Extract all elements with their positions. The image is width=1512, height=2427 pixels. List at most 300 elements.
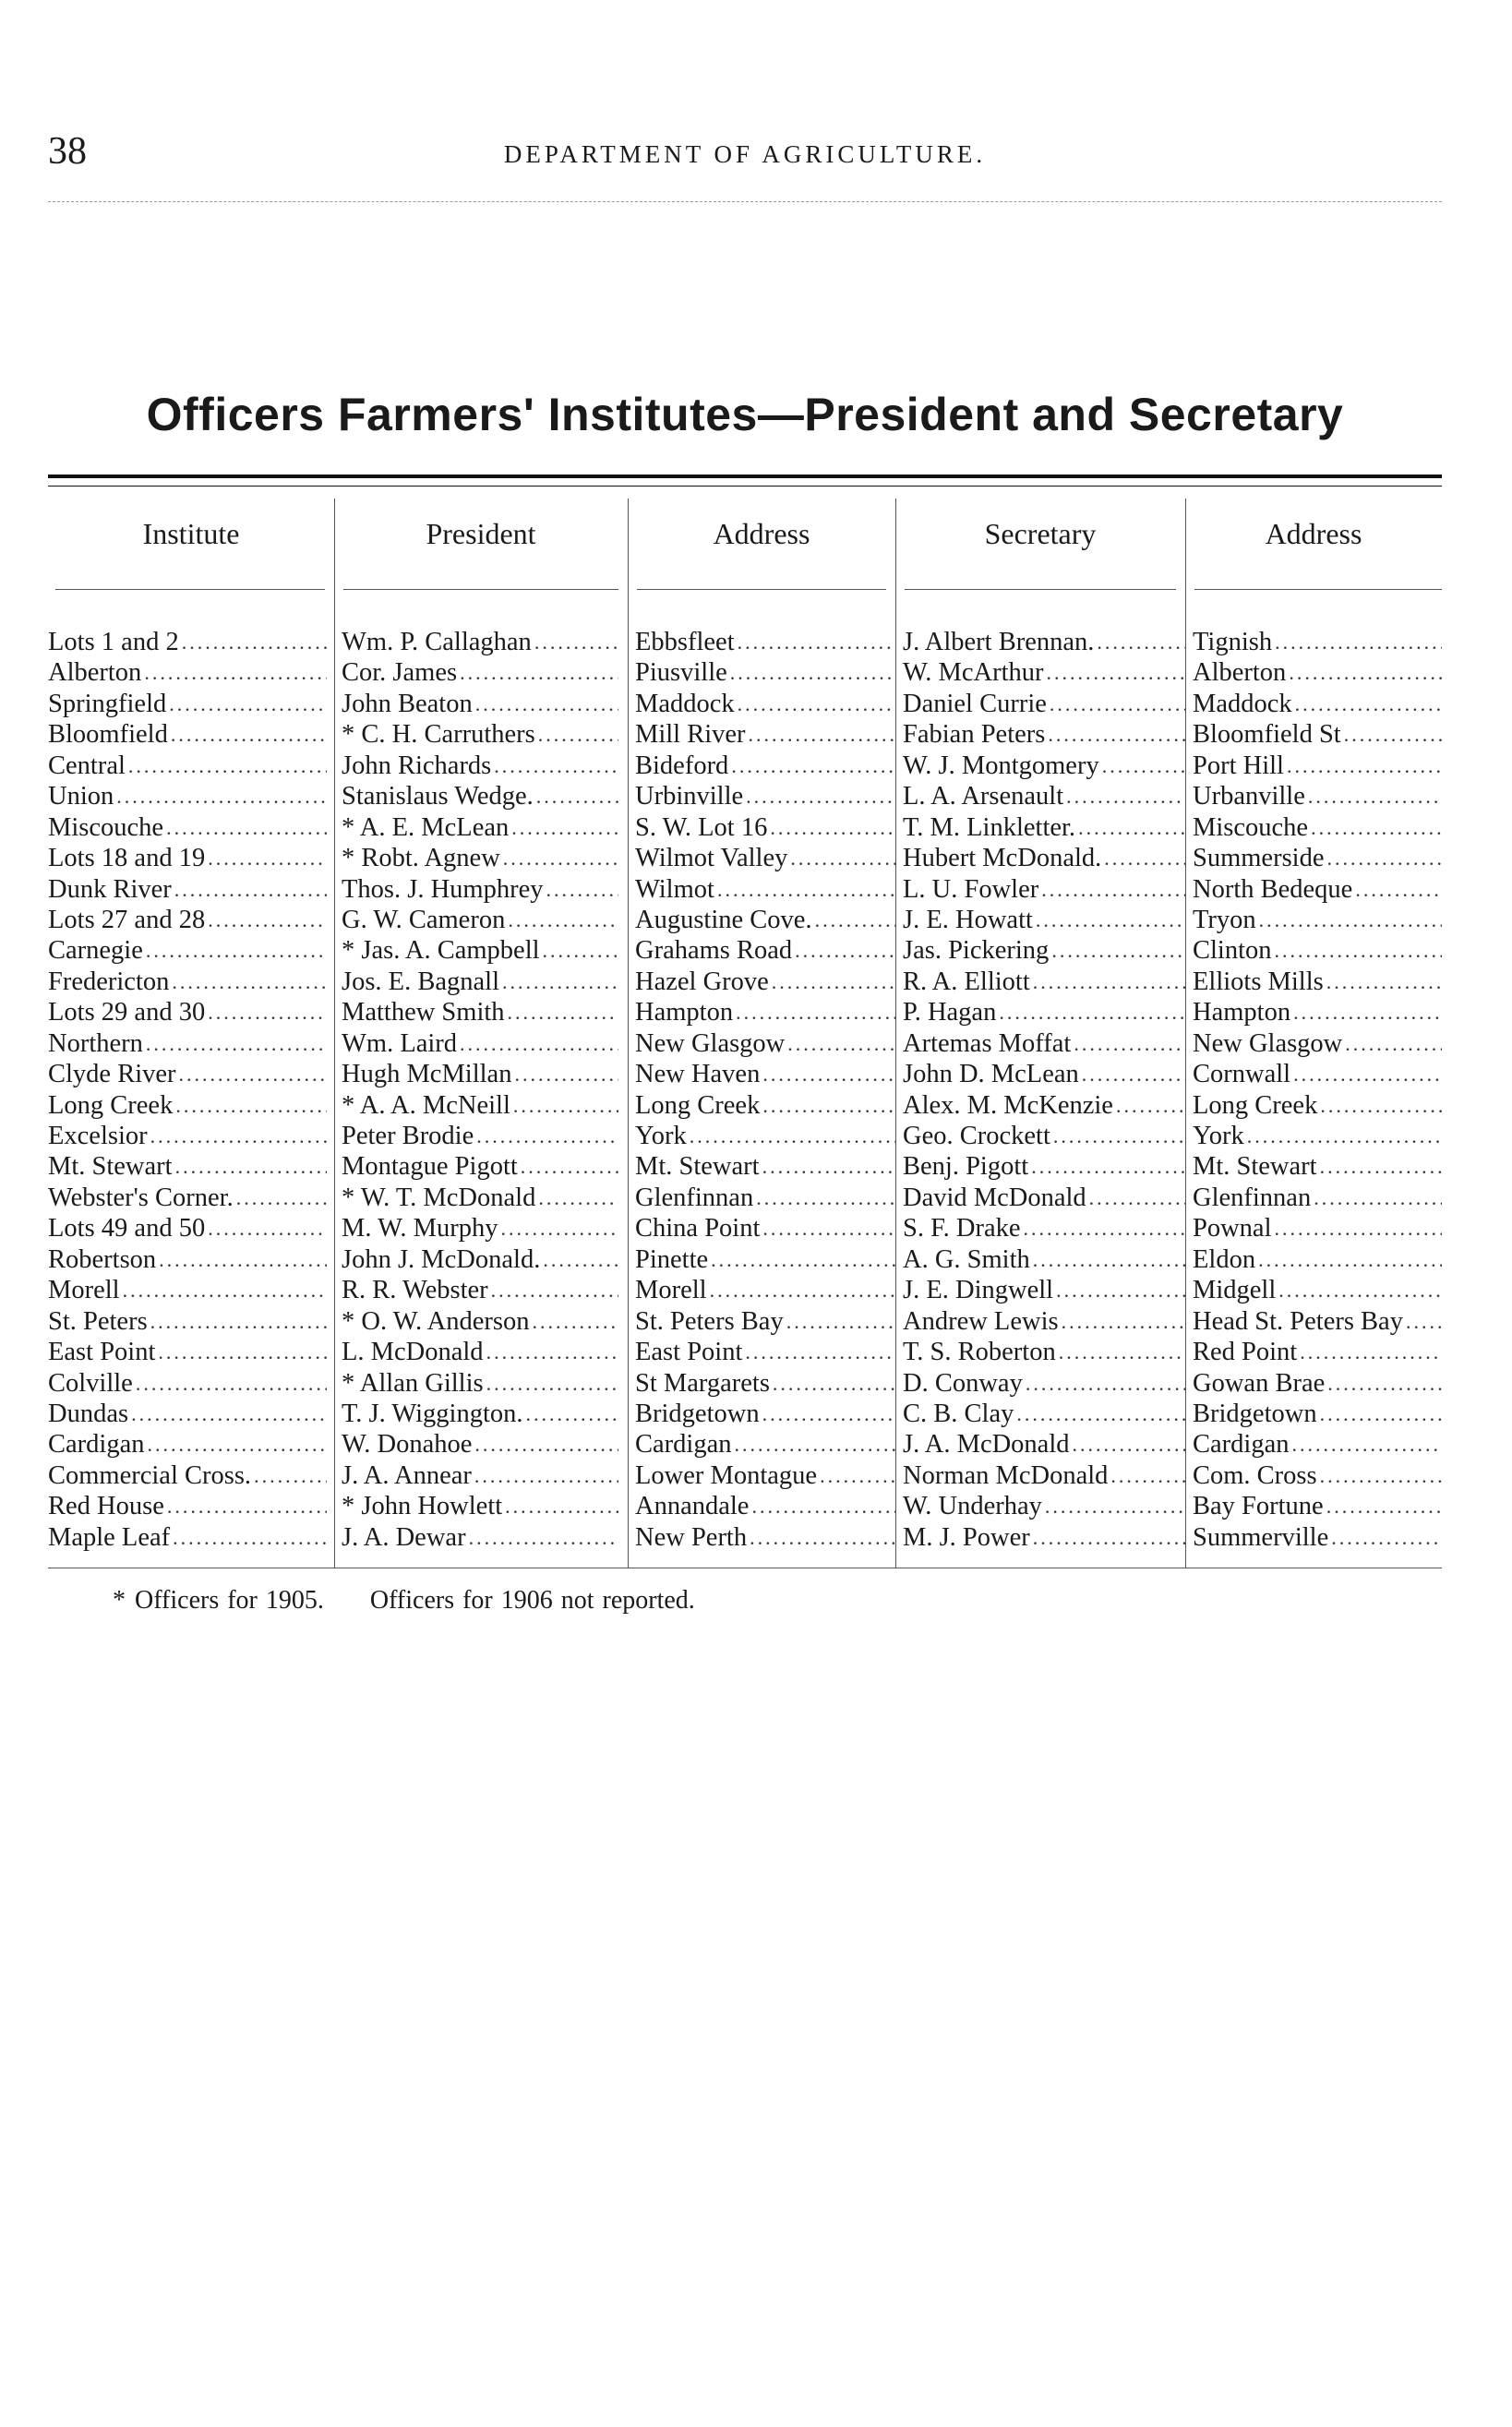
cell-secretary-text: Andrew Lewis <box>903 1306 1059 1336</box>
dot-leader <box>1324 1491 1442 1521</box>
cell-address <box>635 997 895 1027</box>
dot-leader <box>1049 935 1185 966</box>
cell-institute <box>48 1121 327 1151</box>
officers-table-body <box>48 627 1442 1553</box>
cell-institute <box>48 1059 327 1089</box>
header-separator <box>637 589 886 590</box>
cell-president <box>342 843 618 873</box>
dot-leader <box>769 967 895 997</box>
cell-secretary-address <box>1193 1337 1442 1367</box>
table-row <box>48 1275 1442 1305</box>
cell-institute-text: Lots 29 and 30 <box>48 998 206 1027</box>
dot-leader <box>743 781 895 811</box>
cell-secretary-address <box>1193 997 1442 1027</box>
cell-secretary-address-text: Glenfinnan <box>1193 1183 1312 1212</box>
cell-address-text: New Haven <box>635 1060 761 1089</box>
cell-address <box>635 1183 895 1213</box>
cell-president-text: * A. A. McNeill <box>342 1090 510 1120</box>
table-row <box>48 1121 1442 1151</box>
cell-president-text: W. Donahoe <box>342 1430 473 1460</box>
cell-institute-text: Alberton <box>48 658 142 688</box>
dot-leader <box>1030 1522 1185 1553</box>
dot-leader <box>535 719 618 750</box>
cell-president-text: J. A. Dewar <box>342 1522 466 1552</box>
cell-institute-text: Lots 27 and 28 <box>48 905 206 934</box>
cell-address <box>635 1491 895 1521</box>
cell-address-text: New Glasgow <box>635 1028 786 1058</box>
cell-secretary-address <box>1193 627 1442 657</box>
dot-leader <box>179 627 327 657</box>
dot-leader <box>155 1337 327 1367</box>
dot-leader <box>535 1183 618 1213</box>
cell-president <box>342 1090 618 1121</box>
cell-secretary-address <box>1193 1183 1442 1213</box>
dot-leader <box>457 657 618 688</box>
cell-institute <box>48 657 327 688</box>
dot-leader <box>1075 812 1185 843</box>
cell-secretary-address <box>1193 751 1442 781</box>
cell-president <box>342 1151 618 1182</box>
cell-institute-text: Morell <box>48 1276 120 1305</box>
header-rule <box>48 201 1442 202</box>
column-header-secretary: Secretary <box>984 517 1097 550</box>
dot-leader <box>1023 1368 1185 1399</box>
cell-secretary-text: J. Albert Brennan. <box>903 628 1095 656</box>
cell-secretary <box>903 1522 1185 1553</box>
cell-president <box>342 781 618 811</box>
dot-leader <box>817 1460 895 1491</box>
cell-address-text: Maddock <box>635 689 735 718</box>
cell-address-text: Morell <box>635 1276 707 1305</box>
dot-leader <box>540 935 618 966</box>
table-row <box>48 1183 1442 1213</box>
dot-leader <box>1284 751 1442 781</box>
cell-institute <box>48 1337 327 1367</box>
cell-president-text: Wm. Laird <box>342 1028 458 1058</box>
dot-leader <box>148 1121 327 1151</box>
cell-address-text: Mt. Stewart <box>635 1152 760 1182</box>
dot-leader <box>1311 1183 1442 1213</box>
dot-leader <box>708 1244 895 1275</box>
cell-president <box>342 1522 618 1553</box>
cell-president-text: Matthew Smith <box>342 998 505 1027</box>
cell-institute-text: Robertson <box>48 1244 157 1274</box>
cell-secretary-text: P. Hagan <box>903 998 997 1027</box>
cell-address <box>635 781 895 811</box>
cell-secretary-address-text: Red Point <box>1193 1338 1298 1367</box>
cell-president-text: L. McDonald <box>342 1338 484 1367</box>
cell-secretary-address <box>1193 1121 1442 1151</box>
cell-address-text: Grahams Road <box>635 936 793 966</box>
dot-leader <box>173 1151 327 1182</box>
cell-president <box>342 812 618 843</box>
cell-secretary-address <box>1193 1306 1442 1337</box>
dot-leader <box>234 1183 327 1213</box>
cell-institute <box>48 751 327 781</box>
cell-secretary-address <box>1193 719 1442 750</box>
dot-leader <box>707 1275 895 1305</box>
cell-address <box>635 1460 895 1491</box>
cell-president <box>342 1121 618 1151</box>
cell-secretary-address <box>1193 689 1442 719</box>
cell-secretary <box>903 1028 1185 1059</box>
dot-leader <box>502 1491 618 1521</box>
cell-president-text: T. J. Wiggington. <box>342 1399 523 1428</box>
cell-address-text: Long Creek <box>635 1090 761 1120</box>
cell-secretary-address <box>1193 1275 1442 1305</box>
cell-address-text: Bridgetown <box>635 1399 760 1428</box>
table-row <box>48 967 1442 997</box>
cell-institute-text: Bloomfield <box>48 720 168 750</box>
cell-president <box>342 1399 618 1429</box>
cell-secretary-address-text: Port Hill <box>1193 751 1284 780</box>
cell-secretary-text: John D. McLean <box>903 1060 1079 1089</box>
cell-address-text: Ebbsfleet <box>635 628 735 656</box>
cell-institute-text: Northern <box>48 1028 143 1058</box>
cell-president <box>342 689 618 719</box>
running-head: DEPARTMENT OF AGRICULTURE. <box>503 140 987 168</box>
dot-leader <box>1308 812 1442 843</box>
cell-secretary <box>903 1121 1185 1151</box>
cell-secretary-address-text: Tignish <box>1193 628 1273 656</box>
cell-secretary-address-text: Com. Cross <box>1193 1460 1317 1490</box>
cell-secretary-address-text: Miscouche <box>1193 812 1309 842</box>
cell-secretary-address-text: Pownal <box>1193 1214 1272 1244</box>
cell-secretary-address <box>1193 1090 1442 1121</box>
dot-leader <box>1305 781 1442 811</box>
cell-institute <box>48 1183 327 1213</box>
cell-president-text: Jos. E. Bagnall <box>342 967 499 996</box>
cell-president-text: * John Howlett <box>342 1492 503 1521</box>
cell-secretary-text: Hubert McDonald. <box>903 844 1102 873</box>
cell-institute-text: Dunk River <box>48 874 172 904</box>
table-row <box>48 843 1442 873</box>
cell-institute <box>48 1460 327 1491</box>
cell-secretary-text: Fabian Peters <box>903 720 1046 750</box>
cell-secretary <box>903 967 1185 997</box>
cell-president <box>342 1306 618 1337</box>
dot-leader <box>687 1121 895 1151</box>
dot-leader <box>1021 1213 1185 1244</box>
dot-leader <box>499 967 618 997</box>
table-row <box>48 657 1442 688</box>
dot-leader <box>523 1399 618 1429</box>
cell-institute <box>48 1306 327 1337</box>
cell-institute-text: Central <box>48 751 126 780</box>
cell-institute-text: Cardigan <box>48 1430 145 1460</box>
cell-institute <box>48 812 327 843</box>
cell-secretary-address <box>1193 1213 1442 1244</box>
dot-leader <box>760 1151 895 1182</box>
cell-institute <box>48 997 327 1027</box>
dot-leader <box>784 1306 895 1337</box>
cell-address-text: East Point <box>635 1338 743 1367</box>
dot-leader <box>1325 1368 1442 1399</box>
cell-institute <box>48 967 327 997</box>
table-row <box>48 1059 1442 1089</box>
cell-institute-text: Colville <box>48 1368 133 1398</box>
header-separator <box>343 589 618 590</box>
dot-leader <box>1272 935 1442 966</box>
dot-leader <box>1342 1028 1442 1059</box>
cell-address-text: Urbinville <box>635 782 744 811</box>
cell-secretary-address <box>1193 967 1442 997</box>
dot-leader <box>1030 1244 1185 1275</box>
cell-institute-text: Carnegie <box>48 936 143 966</box>
cell-secretary-text: R. A. Elliott <box>903 967 1030 996</box>
dot-leader <box>1056 1337 1185 1367</box>
cell-secretary-address-text: Tryon <box>1193 905 1256 934</box>
cell-secretary-text: David McDonald <box>903 1183 1086 1212</box>
table-row <box>48 1491 1442 1521</box>
dot-leader <box>733 997 895 1027</box>
cell-secretary <box>903 751 1185 781</box>
cell-secretary <box>903 905 1185 935</box>
cell-address-text: Hampton <box>635 998 734 1027</box>
dot-leader <box>1033 905 1185 935</box>
dot-leader <box>251 1460 327 1491</box>
cell-institute-text: St. Peters <box>48 1306 148 1336</box>
cell-secretary-text: Benj. Pigott <box>903 1152 1029 1182</box>
cell-president-text: Montague Pigott <box>342 1152 518 1182</box>
cell-address-text: New Perth <box>635 1522 748 1552</box>
cell-address <box>635 967 895 997</box>
dot-leader <box>742 1337 895 1367</box>
cell-institute <box>48 1522 327 1553</box>
cell-secretary <box>903 1059 1185 1089</box>
cell-secretary-address-text: Long Creek <box>1193 1090 1318 1120</box>
dot-leader <box>1272 627 1442 657</box>
dot-leader <box>114 781 327 811</box>
dot-leader <box>1030 967 1185 997</box>
cell-president <box>342 657 618 688</box>
dot-leader <box>1099 751 1185 781</box>
table-row <box>48 719 1442 750</box>
dot-leader <box>770 1368 895 1399</box>
cell-institute <box>48 719 327 750</box>
dot-leader <box>747 1522 895 1553</box>
cell-secretary-text: A. G. Smith <box>903 1244 1030 1274</box>
cell-secretary-address-text: Summerville <box>1193 1522 1329 1552</box>
dot-leader <box>170 1522 327 1553</box>
cell-president-text: * Jas. A. Campbell <box>342 936 540 966</box>
cell-president-text: * C. H. Carruthers <box>342 720 535 750</box>
cell-secretary-address-text: Bridgetown <box>1193 1399 1317 1428</box>
dot-leader <box>148 1306 327 1337</box>
cell-secretary <box>903 719 1185 750</box>
cell-address <box>635 843 895 873</box>
cell-secretary <box>903 935 1185 966</box>
cell-president <box>342 751 618 781</box>
dot-leader <box>143 1028 327 1059</box>
cell-secretary-address-text: Bloomfield St <box>1193 720 1341 750</box>
cell-secretary-text: T. S. Roberton <box>903 1338 1056 1367</box>
dot-leader <box>543 874 618 905</box>
cell-president-text: * Allan Gillis <box>342 1368 484 1398</box>
dot-leader <box>1086 1183 1185 1213</box>
cell-secretary-address <box>1193 1429 1442 1460</box>
cell-secretary-text: M. J. Power <box>903 1522 1030 1552</box>
cell-institute-text: Union <box>48 782 114 811</box>
dot-leader <box>172 874 327 905</box>
cell-secretary-address <box>1193 1244 1442 1275</box>
cell-institute <box>48 1090 327 1121</box>
cell-president <box>342 627 618 657</box>
cell-president-text: Cor. James <box>342 658 458 688</box>
dot-leader <box>735 627 895 657</box>
dot-leader <box>1286 657 1442 688</box>
cell-secretary-text: Alex. M. McKenzie <box>903 1090 1113 1120</box>
dot-leader <box>505 997 618 1027</box>
dot-leader <box>785 1028 895 1059</box>
dot-leader <box>1063 781 1185 811</box>
cell-institute <box>48 1151 327 1182</box>
dot-leader <box>1328 1522 1442 1553</box>
cell-address <box>635 657 895 688</box>
cell-institute-text: Dundas <box>48 1399 129 1428</box>
dot-leader <box>1071 1028 1185 1059</box>
cell-address <box>635 1522 895 1553</box>
dot-leader <box>1050 1121 1185 1151</box>
cell-secretary <box>903 1337 1185 1367</box>
cell-president <box>342 1368 618 1399</box>
dot-leader <box>466 1522 618 1553</box>
dot-leader <box>1042 1491 1185 1521</box>
dot-leader <box>510 1090 618 1121</box>
cell-secretary <box>903 1368 1185 1399</box>
cell-address-text: St. Peters Bay <box>635 1306 784 1336</box>
table-row <box>48 812 1442 843</box>
table-row <box>48 1090 1442 1121</box>
dot-leader <box>1297 1337 1442 1367</box>
cell-secretary <box>903 997 1185 1027</box>
cell-address <box>635 1244 895 1275</box>
cell-president-text: J. A. Annear <box>342 1460 472 1490</box>
cell-address-text: Piusville <box>635 658 727 688</box>
table-row <box>48 935 1442 966</box>
cell-president <box>342 1337 618 1367</box>
dot-leader <box>205 997 327 1027</box>
cell-president <box>342 967 618 997</box>
cell-president-text: John J. McDonald. <box>342 1244 541 1274</box>
column-header-institute: Institute <box>142 517 240 550</box>
table-row <box>48 1151 1442 1182</box>
cell-president <box>342 874 618 905</box>
cell-institute <box>48 1244 327 1275</box>
cell-secretary-address-text: Alberton <box>1193 658 1287 688</box>
dot-leader <box>169 967 327 997</box>
dot-leader <box>1244 1121 1442 1151</box>
cell-secretary-address <box>1193 1399 1442 1429</box>
cell-secretary <box>903 689 1185 719</box>
dot-leader <box>1352 874 1442 905</box>
dot-leader <box>1317 1090 1442 1121</box>
dot-leader <box>1101 843 1185 873</box>
cell-secretary-text: C. B. Clay <box>903 1399 1014 1428</box>
table-row <box>48 781 1442 811</box>
dot-leader <box>534 781 618 811</box>
cell-secretary-address-text: Gowan Brae <box>1193 1368 1326 1398</box>
header-separator <box>55 589 325 590</box>
cell-address-text: S. W. Lot 16 <box>635 812 768 842</box>
dot-leader <box>484 1368 618 1399</box>
dot-leader <box>505 905 618 935</box>
cell-institute <box>48 627 327 657</box>
cell-address <box>635 689 895 719</box>
cell-president-text: John Beaton <box>342 689 473 718</box>
dot-leader <box>1255 1244 1442 1275</box>
cell-president-text: M. W. Murphy <box>342 1214 498 1244</box>
cell-institute <box>48 843 327 873</box>
dot-leader <box>511 1059 618 1089</box>
cell-secretary-address <box>1193 874 1442 905</box>
cell-address <box>635 1337 895 1367</box>
dot-leader <box>1289 1429 1442 1460</box>
cell-address-text: York <box>635 1122 687 1150</box>
table-row <box>48 1213 1442 1244</box>
cell-secretary-text: Daniel Currie <box>903 689 1047 718</box>
cell-secretary-text: J. E. Dingwell <box>903 1276 1054 1305</box>
dot-leader <box>168 719 327 750</box>
dot-leader <box>767 812 895 843</box>
cell-institute-text: Webster's Corner. <box>48 1183 234 1212</box>
cell-president <box>342 1275 618 1305</box>
cell-institute-text: Excelsior <box>48 1122 148 1150</box>
cell-secretary-address-text: Elliots Mills <box>1193 967 1324 996</box>
table-row <box>48 1368 1442 1399</box>
dot-leader <box>753 1183 895 1213</box>
cell-address <box>635 1151 895 1182</box>
dot-leader <box>1317 1399 1442 1429</box>
dot-leader <box>1317 1460 1442 1491</box>
cell-institute-text: Lots 18 and 19 <box>48 844 206 873</box>
cell-president-text: Stanislaus Wedge. <box>342 782 534 811</box>
cell-institute-text: Lots 49 and 50 <box>48 1214 206 1244</box>
cell-address-text: Cardigan <box>635 1430 732 1460</box>
cell-secretary-address-text: Head St. Peters Bay <box>1193 1306 1403 1336</box>
cell-institute-text: Lots 1 and 2 <box>48 628 179 656</box>
cell-secretary <box>903 1429 1185 1460</box>
dot-leader <box>1276 1275 1442 1305</box>
dot-leader <box>1053 1275 1185 1305</box>
cell-president-text: Wm. P. Callaghan <box>342 628 532 656</box>
dot-leader <box>1290 1059 1442 1089</box>
cell-secretary <box>903 781 1185 811</box>
dot-leader <box>760 1213 895 1244</box>
cell-address <box>635 905 895 935</box>
cell-president-text: R. R. Webster <box>342 1276 488 1305</box>
dot-leader <box>760 1399 895 1429</box>
cell-secretary-address <box>1193 1059 1442 1089</box>
dot-leader <box>1325 843 1443 873</box>
cell-president <box>342 1244 618 1275</box>
cell-secretary <box>903 812 1185 843</box>
cell-institute <box>48 1429 327 1460</box>
cell-address-text: Annandale <box>635 1492 750 1521</box>
cell-address <box>635 1090 895 1121</box>
page-header <box>48 129 1442 175</box>
cell-secretary-address-text: Mt. Stewart <box>1193 1152 1317 1182</box>
table-row <box>48 1337 1442 1367</box>
cell-address-text: China Point <box>635 1214 761 1244</box>
cell-address-text: Glenfinnan <box>635 1183 754 1212</box>
dot-leader <box>1317 1151 1442 1182</box>
dot-leader <box>1079 1059 1185 1089</box>
cell-president <box>342 719 618 750</box>
cell-address <box>635 1059 895 1089</box>
cell-address <box>635 1306 895 1337</box>
cell-president <box>342 1460 618 1491</box>
